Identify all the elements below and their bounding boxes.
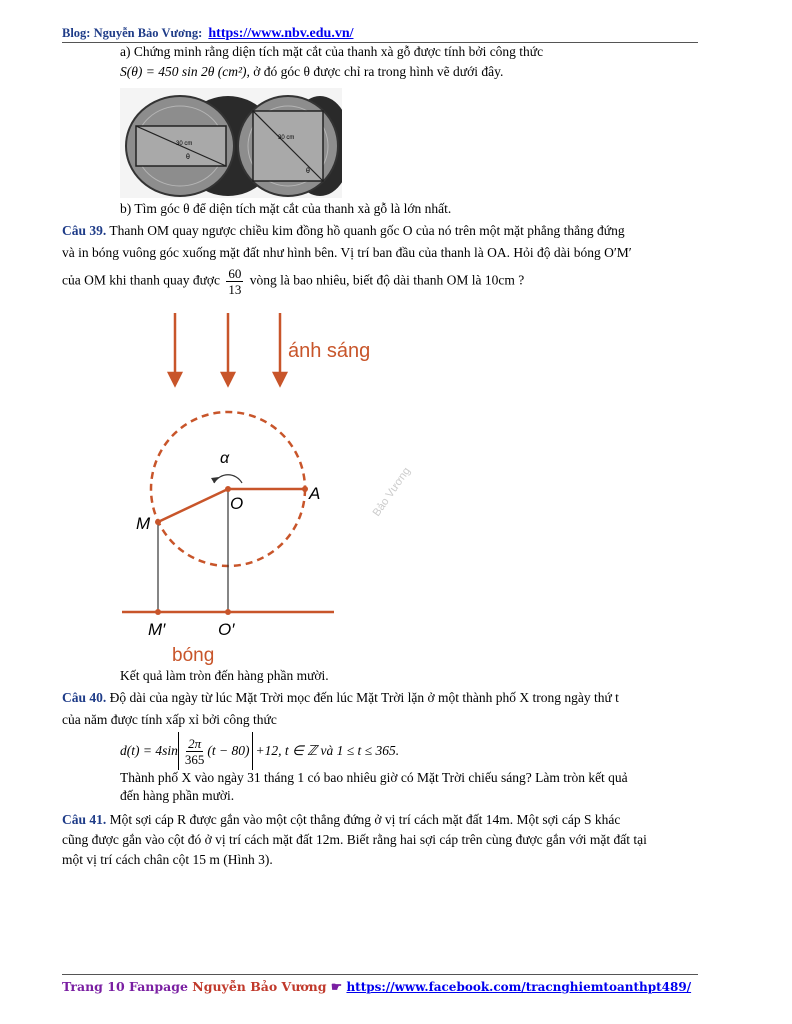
q39-text3-post: vòng là bao nhiêu, biết độ dài thanh OM là 10cm ? [249, 272, 525, 288]
q41-line2: cũng được gắn vào cột đó ở vị trí cách mặt đất 12m. Biết rằng hai sợi cáp trên cùng được gắn với mặt đất tại [62, 832, 647, 847]
q39-result: Kết quả làm tròn đến hàng phần mười. [120, 668, 329, 683]
q41-line1 [62, 811, 620, 829]
q40-line4: đến hàng phần mười. [120, 788, 235, 803]
q40-line2: của năm được tính xấp xỉ bởi công thức [62, 712, 277, 727]
q39-line3 [62, 266, 524, 297]
footer-rule [62, 974, 698, 975]
pointing-hand-icon: ☛ [330, 979, 343, 994]
q39-label: Câu 39. [62, 223, 107, 238]
footer-author: Nguyễn Bảo Vương [192, 979, 327, 994]
q41-line3: một vị trí cách chân cột 15 m (Hình 3). [62, 852, 273, 867]
q40-text1: Độ dài của ngày từ lúc Mặt Trời mọc đến lúc Mặt Trời lặn ở một thành phố X trong ngày thứ t [109, 690, 619, 705]
footer-page: Trang 10 [62, 979, 125, 994]
q39-frac-num: 60 [228, 266, 242, 281]
q39-fraction [226, 266, 243, 297]
log-left-label: 30 cm [176, 141, 193, 147]
light-arrows [169, 313, 286, 385]
q39-line1 [62, 222, 625, 240]
footer-link[interactable]: https://www.facebook.com/tracnghiemtoanthpt489/ [346, 980, 692, 994]
q40-f-in: (t − 80) [207, 743, 250, 758]
label-O: O [230, 494, 244, 513]
q39-line2: và in bóng vuông góc xuống mặt đất như hình bên. Vị trí ban đầu của thanh là OA. Hỏi độ dài bóng O′M′ [62, 245, 632, 260]
blog-link[interactable]: https://www.nbv.edu.vn/ [208, 26, 354, 41]
shadow-label: bóng [172, 645, 215, 666]
q38-part-b: b) Tìm góc θ để diện tích mặt cắt của thanh xà gỗ là lớn nhất. [120, 201, 452, 216]
q38-part-a-line1: a) Chứng minh rằng diện tích mặt cắt của thanh xà gỗ được tính bởi công thức [120, 44, 544, 59]
q40-line3: Thành phố X vào ngày 31 tháng 1 có bao nhiêu giờ có Mặt Trời chiếu sáng? Làm tròn kết quả [120, 770, 628, 785]
angle-arc [214, 475, 242, 483]
log-right-theta: θ [306, 168, 310, 175]
q38-formula: S(θ) = 450 sin 2θ (cm²), [120, 64, 250, 79]
segment-OM [158, 489, 228, 522]
label-Mp: M′ [148, 620, 166, 639]
footer-fanpage: Fanpage [129, 979, 188, 994]
light-label: ánh sáng [288, 340, 371, 362]
q40-label: Câu 40. [62, 690, 107, 705]
q39-text3-pre: của OM khi thanh quay được [62, 272, 221, 288]
page-footer [62, 979, 691, 994]
q40-f-post: +12, t ∈ ℤ và 1 ≤ t ≤ 365. [255, 743, 400, 758]
q40-f-num: 2π [188, 735, 202, 751]
q39-text1: Thanh OM quay ngược chiều kim đồng hồ quanh gốc O của nó trên một mặt phẳng thẳng đứng [109, 223, 625, 238]
label-Op: O′ [218, 620, 235, 639]
watermark: Bảo Vương [370, 465, 414, 519]
log-left-theta: θ [186, 154, 190, 161]
label-A: A [309, 484, 321, 503]
log-right-label: 30 cm [278, 135, 295, 141]
q40-line1 [62, 689, 619, 707]
q40-f-den: 365 [184, 751, 205, 767]
q41-label: Câu 41. [62, 812, 107, 827]
q38-part-a-tail: ở đó góc θ được chỉ ra trong hình vẽ dưới đây. [253, 64, 504, 79]
q40-bracket [178, 732, 254, 770]
q41-text1: Một sợi cáp R được gắn vào một cột thẳng đứng ở vị trí cách mặt đất 14m. Một sợi cáp S khác [109, 812, 621, 827]
q40-f-pre: d(t) = 4sin [120, 743, 178, 758]
q39-shadow-figure [120, 305, 420, 667]
q38-log-figure [120, 88, 342, 198]
q38-part-a-line2 [120, 63, 503, 81]
blog-label: Blog: Nguyễn Bảo Vương: [62, 26, 203, 40]
q40-frac [185, 736, 205, 767]
q40-formula [120, 732, 399, 770]
q39-frac-den: 13 [228, 282, 242, 297]
page-header [62, 26, 354, 42]
label-alpha: α [220, 450, 230, 467]
label-M: M [136, 514, 151, 533]
